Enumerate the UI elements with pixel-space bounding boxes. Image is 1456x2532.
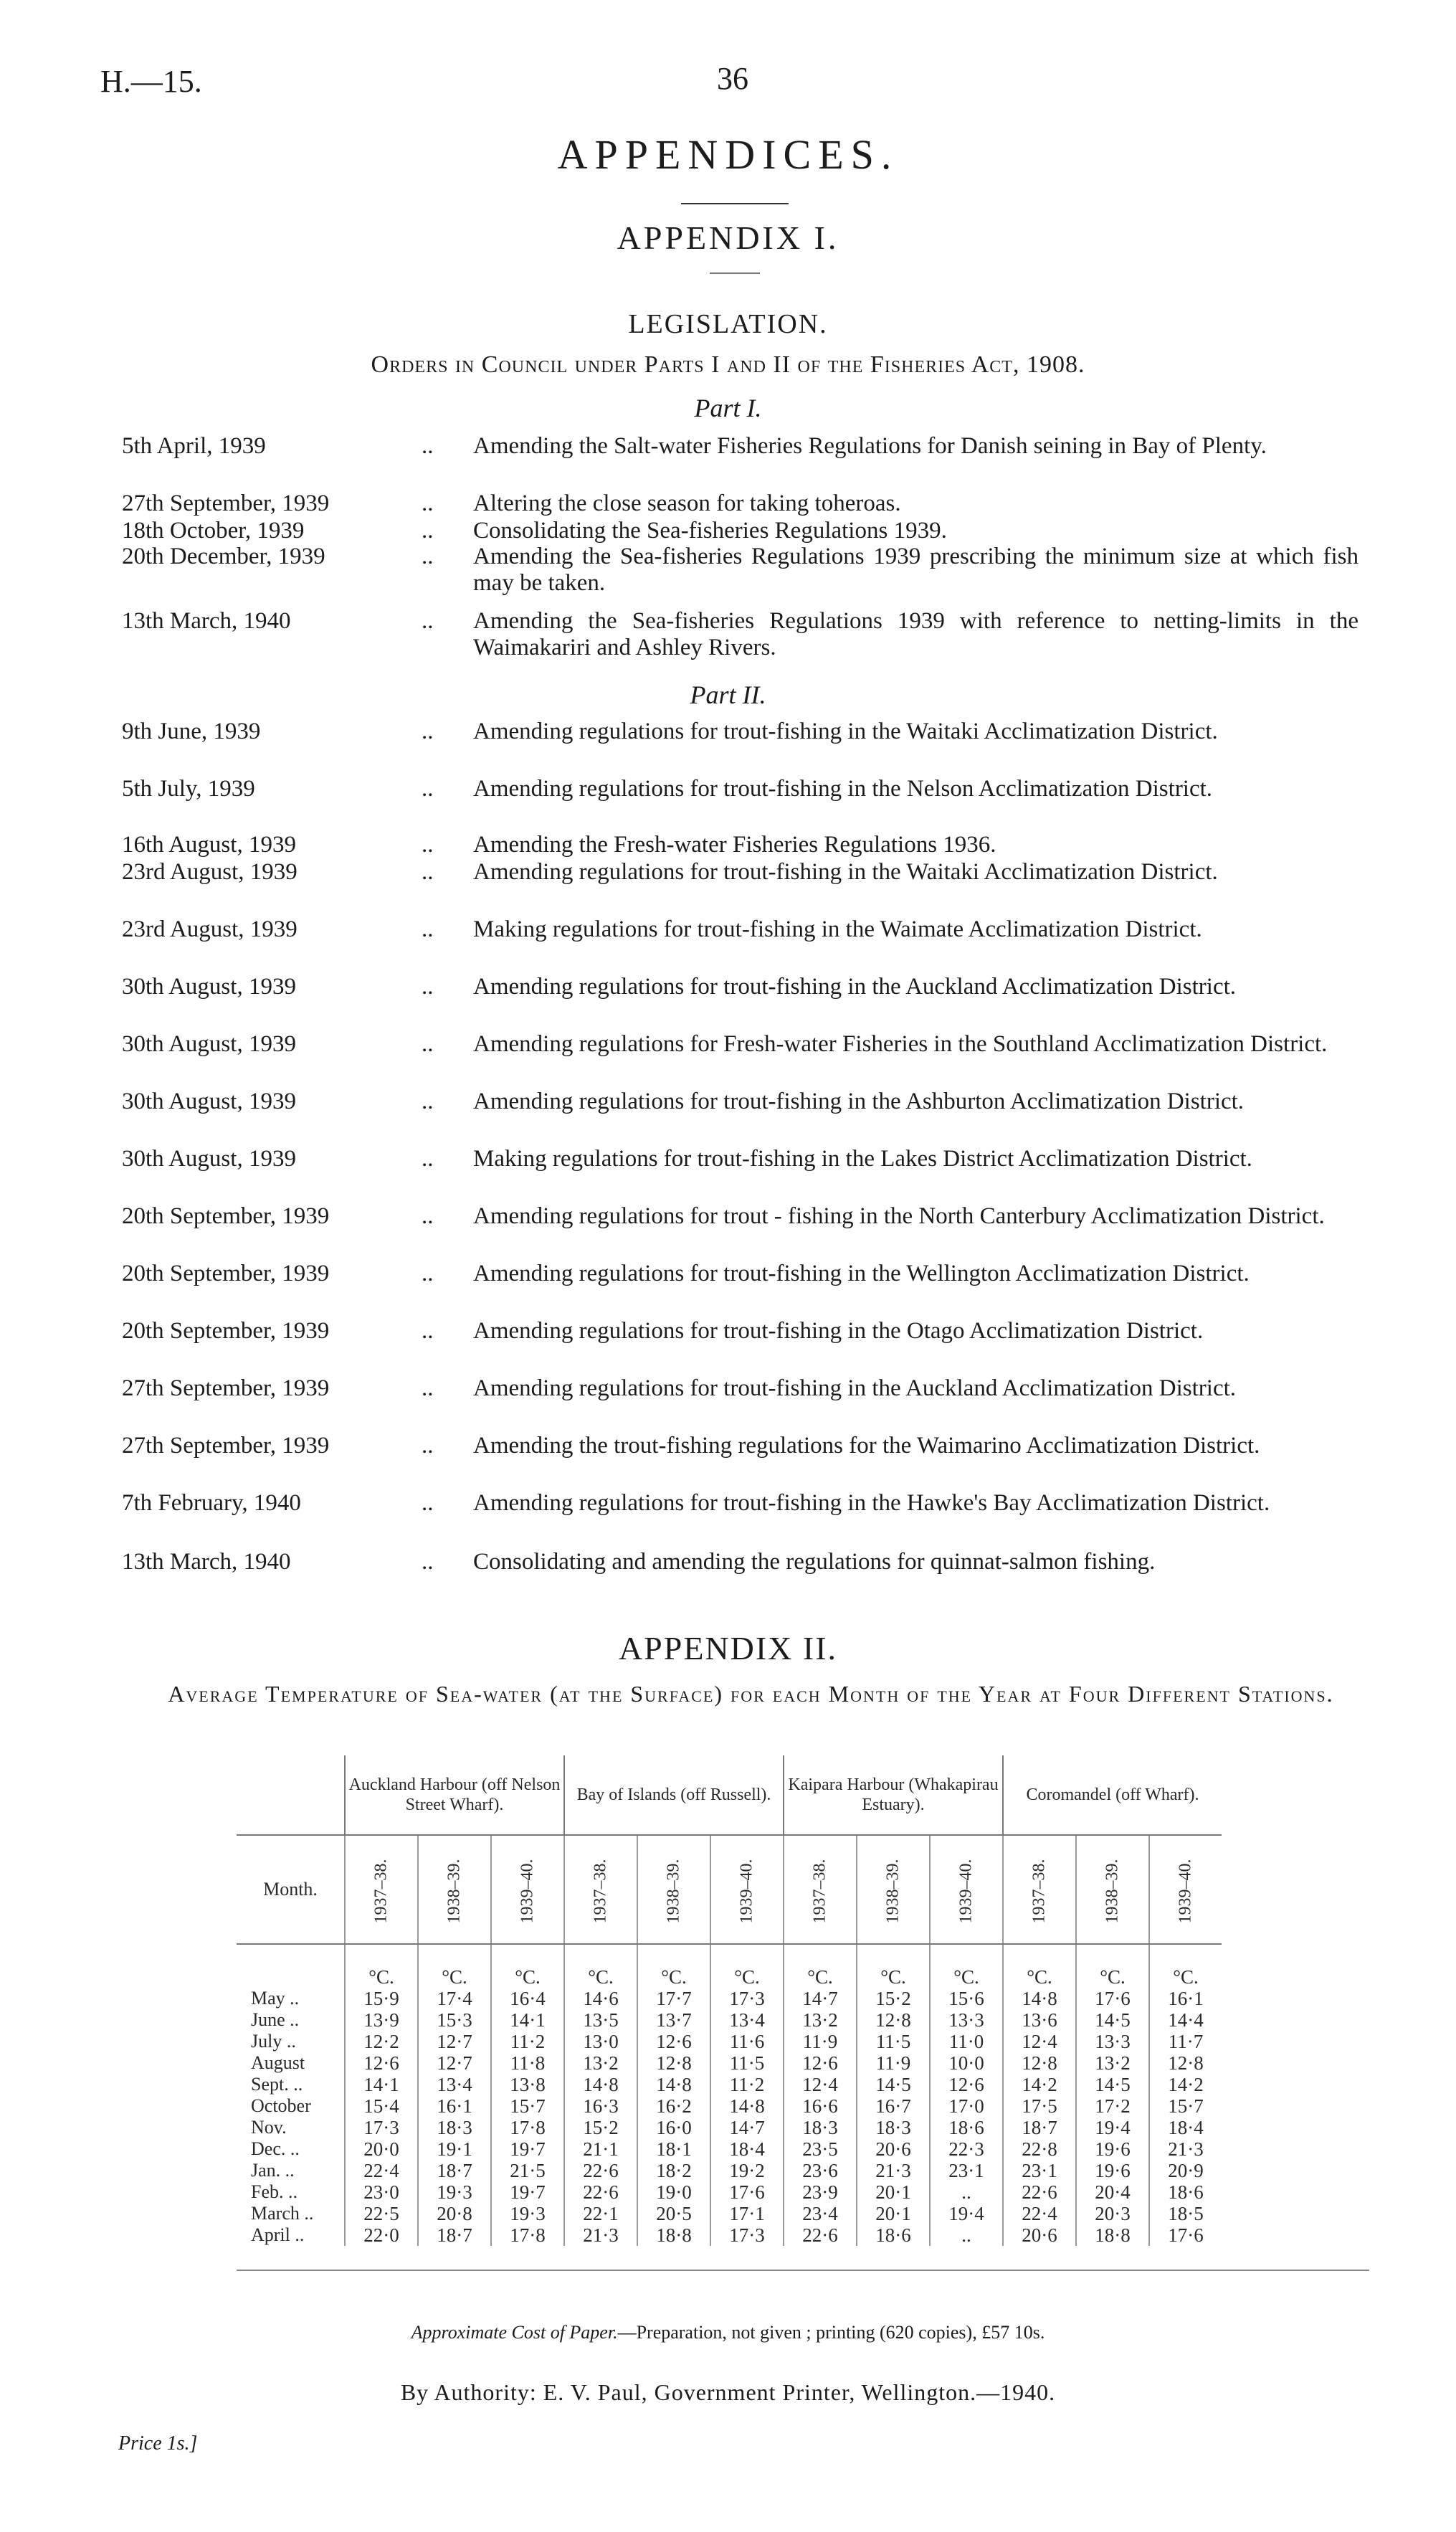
entry-date: 18th October, 1939 (122, 518, 305, 544)
entry-description: Making regulations for trout-fishing in the Waimate Acclimatization District. (473, 916, 1202, 942)
temperature-value: 23·5 (784, 2138, 857, 2160)
temperature-value: 19·6 (1076, 2138, 1149, 2160)
temperature-value: 13·7 (637, 2009, 710, 2031)
temperature-value: 12·4 (784, 2074, 857, 2095)
divider (710, 272, 760, 274)
temperature-value: 13·2 (1076, 2052, 1149, 2074)
entry-date: 20th September, 1939 (122, 1203, 330, 1229)
temperature-value: 17·6 (1076, 1988, 1149, 2009)
entry-leader: .. (422, 859, 434, 885)
entry-date: 9th June, 1939 (122, 719, 261, 744)
table-row (237, 2009, 1222, 2031)
temperature-value: 23·9 (784, 2181, 857, 2203)
temperature-value: 17·8 (491, 2224, 564, 2246)
temperature-value: 22·6 (564, 2160, 637, 2181)
table-row (237, 1988, 1222, 2009)
temperature-value: 13·2 (564, 2052, 637, 2074)
entry-date: 20th September, 1939 (122, 1261, 330, 1286)
temperature-value: 11·0 (930, 2031, 1003, 2052)
entry-leader: .. (422, 608, 434, 634)
temperature-value: 15·6 (930, 1988, 1003, 2009)
entry-leader: .. (422, 974, 434, 1000)
entry-description: Amending regulations for trout-fishing in the Otago Acclimatization District. (473, 1318, 1204, 1344)
table-row (237, 2074, 1222, 2095)
entry-date: 13th March, 1940 (122, 1549, 291, 1575)
year-label: 1938–39. (664, 1859, 683, 1923)
temperature-value: 14·8 (1003, 1988, 1076, 2009)
temperature-value: 19·7 (491, 2181, 564, 2203)
appendix-1-heading: APPENDIX I. (617, 219, 839, 256)
entry-leader: .. (422, 1146, 434, 1172)
temperature-value: 17·0 (930, 2095, 1003, 2117)
year-header (857, 1835, 930, 1944)
appendix-2-heading: APPENDIX II. (618, 1630, 838, 1666)
year-label: 1938–39. (883, 1859, 903, 1923)
temperature-value: 14·2 (1168, 2074, 1204, 2095)
entry-description: Altering the close season for taking toheroas. (473, 490, 901, 516)
table-row (237, 2181, 1222, 2203)
temperature-value: 18·3 (784, 2117, 857, 2138)
entry-date: 20th September, 1939 (122, 1318, 330, 1344)
temperature-value: 22·6 (1003, 2181, 1076, 2203)
entry-leader: .. (422, 1089, 434, 1114)
temperature-value: 23·0 (345, 2181, 418, 2203)
year-label: 1938–39. (444, 1859, 464, 1923)
temperature-value: 22·0 (345, 2224, 418, 2246)
entry-leader: .. (422, 490, 434, 516)
temperature-value: 17·7 (637, 1988, 710, 2009)
temperature-value: 22·1 (564, 2203, 637, 2224)
entry-date: 16th August, 1939 (122, 832, 296, 858)
temperature-value: 16·7 (857, 2095, 930, 2117)
temperature-value: 18·3 (857, 2117, 930, 2138)
blank-header-cell (237, 1755, 345, 1835)
entry-leader: .. (422, 776, 434, 802)
temperature-body (237, 1944, 1222, 2246)
entry-leader: .. (422, 1031, 434, 1057)
entry-date: 30th August, 1939 (122, 1146, 296, 1172)
temperature-value: 15·7 (491, 2095, 564, 2117)
temperature-value: 22·4 (345, 2160, 418, 2181)
unit-label: °C. (1076, 1944, 1149, 1988)
entry-leader: .. (422, 1375, 434, 1401)
temperature-value: 12·8 (857, 2009, 930, 2031)
temperature-value: .. (930, 2224, 1003, 2246)
temperature-value: 19·2 (710, 2160, 784, 2181)
month-label: May .. (237, 1988, 345, 2009)
temperature-table (237, 1755, 1222, 2246)
temperature-value: .. (930, 2181, 1003, 2203)
entry-leader: .. (422, 1261, 434, 1286)
temperature-value: 18·7 (418, 2224, 491, 2246)
entry-date: 30th August, 1939 (122, 1031, 296, 1057)
temperature-value: 22·4 (1003, 2203, 1076, 2224)
temperature-value: 14·5 (1076, 2009, 1149, 2031)
temperature-value: 12·8 (1168, 2052, 1204, 2074)
entry-description: Amending the Sea-fisheries Regulations 1939 prescribing the minimum size at which fish may be taken. (473, 544, 1359, 596)
year-header (710, 1835, 784, 1944)
entry-description: Amending the Fresh-water Fisheries Regulations 1936. (473, 832, 996, 858)
year-label: 1939–40. (737, 1859, 756, 1923)
temperature-value: 16·1 (1168, 1988, 1204, 2009)
temperature-value: 20·0 (345, 2138, 418, 2160)
temperature-value: 17·6 (710, 2181, 784, 2203)
temperature-value: 12·6 (637, 2031, 710, 2052)
entry-date: 13th March, 1940 (122, 608, 291, 634)
temperature-value: 12·6 (784, 2052, 857, 2074)
temperature-value: 23·1 (1003, 2160, 1076, 2181)
temperature-value: 23·4 (784, 2203, 857, 2224)
temperature-value: 11·2 (710, 2074, 784, 2095)
unit-label: °C. (491, 1944, 564, 1988)
table-bottom-rule (237, 2270, 1369, 2271)
entry-leader: .. (422, 1318, 434, 1344)
entry-description: Amending regulations for trout-fishing in the Waitaki Acclimatization District. (473, 859, 1218, 885)
price: Price 1s.] (118, 2432, 198, 2455)
year-header (930, 1835, 1003, 1944)
temperature-value: 11·8 (491, 2052, 564, 2074)
temperature-value: 19·0 (637, 2181, 710, 2203)
temperature-value: 11·6 (710, 2031, 784, 2052)
table-row (237, 2117, 1222, 2138)
temperature-value: 13·3 (1076, 2031, 1149, 2052)
entry-description: Amending the Sea-fisheries Regulations 1939 with reference to netting-limits in the Waimakariri and Ashley Rivers. (473, 608, 1359, 660)
temperature-value: 16·2 (637, 2095, 710, 2117)
temperature-value: 14·5 (857, 2074, 930, 2095)
temperature-value: 20·1 (857, 2181, 930, 2203)
month-label: April .. (237, 2224, 345, 2246)
temperature-value: 16·6 (784, 2095, 857, 2117)
part-2-label: Part II. (690, 681, 766, 709)
entry-leader: .. (422, 1203, 434, 1229)
cost-note (0, 2322, 1456, 2343)
table-row (237, 2203, 1222, 2224)
month-label: March .. (237, 2203, 345, 2224)
year-header (564, 1835, 637, 1944)
year-label: 1937–38. (1029, 1859, 1049, 1923)
entry-date: 23rd August, 1939 (122, 859, 298, 885)
temperature-value: 14·7 (784, 1988, 857, 2009)
temperature-value: 19·1 (418, 2138, 491, 2160)
temperature-value: 15·9 (345, 1988, 418, 2009)
entry-leader: .. (422, 544, 434, 569)
temperature-table-title: Average Temperature of Sea-water (at the Surface) for each Month of the Year at Four Different Stations. (168, 1681, 1334, 1707)
month-column-header: Month. (237, 1835, 345, 1944)
temperature-value: 13·5 (564, 2009, 637, 2031)
year-header (637, 1835, 710, 1944)
temperature-value: 15·7 (1168, 2095, 1204, 2117)
month-label: June .. (237, 2009, 345, 2031)
temperature-value: 22·6 (784, 2224, 857, 2246)
temperature-value: 20·8 (418, 2203, 491, 2224)
year-header (1076, 1835, 1149, 1944)
temperature-value: 17·2 (1076, 2095, 1149, 2117)
entry-description: Amending regulations for trout-fishing in the Waitaki Acclimatization District. (473, 719, 1218, 744)
temperature-value: 17·4 (418, 1988, 491, 2009)
entry-description: Amending regulations for trout-fishing in the Nelson Acclimatization District. (473, 776, 1213, 802)
temperature-value: 12·4 (1003, 2031, 1076, 2052)
part-1-label: Part I. (694, 394, 762, 422)
temperature-value: 19·4 (1076, 2117, 1149, 2138)
entry-date: 7th February, 1940 (122, 1490, 301, 1516)
entry-leader: .. (422, 719, 434, 744)
temperature-value: 13·8 (491, 2074, 564, 2095)
temperature-value: 16·3 (564, 2095, 637, 2117)
year-header (491, 1835, 564, 1944)
entry-date: 30th August, 1939 (122, 1089, 296, 1114)
temperature-value: 18·8 (1076, 2224, 1149, 2246)
entry-description: Amending regulations for Fresh-water Fisheries in the Southland Acclimatization District. (473, 1031, 1328, 1057)
table-row (237, 2095, 1222, 2117)
temperature-value: 18·4 (710, 2138, 784, 2160)
unit-blank (237, 1944, 345, 1988)
temperature-value: 12·2 (345, 2031, 418, 2052)
entry-description: Consolidating the Sea-fisheries Regulations 1939. (473, 518, 947, 544)
temperature-value: 18·8 (637, 2224, 710, 2246)
unit-label: °C. (857, 1944, 930, 1988)
month-label: August (237, 2052, 345, 2074)
temperature-value: 19·4 (930, 2203, 1003, 2224)
temperature-value: 15·3 (418, 2009, 491, 2031)
temperature-value: 13·2 (784, 2009, 857, 2031)
temperature-value: 12·6 (345, 2052, 418, 2074)
unit-label: °C. (710, 1944, 784, 1988)
temperature-value: 12·7 (418, 2052, 491, 2074)
station-name: Coromandel (off Wharf). (1003, 1755, 1222, 1835)
entry-date: 30th August, 1939 (122, 974, 296, 1000)
temperature-value: 13·4 (418, 2074, 491, 2095)
table-row (237, 2031, 1222, 2052)
temperature-value: 20·3 (1076, 2203, 1149, 2224)
temperature-value: 18·6 (1168, 2181, 1204, 2203)
month-label: Jan. .. (237, 2160, 345, 2181)
temperature-value: 18·1 (637, 2138, 710, 2160)
entry-date: 27th September, 1939 (122, 1375, 330, 1401)
temperature-value: 11·5 (857, 2031, 930, 2052)
temperature-value: 18·7 (1003, 2117, 1076, 2138)
temperature-value: 13·0 (564, 2031, 637, 2052)
month-label: July .. (237, 2031, 345, 2052)
temperature-value: 12·8 (1003, 2052, 1076, 2074)
entry-description: Amending regulations for trout-fishing in the Auckland Acclimatization District. (473, 1375, 1237, 1401)
temperature-value: 14·7 (710, 2117, 784, 2138)
entry-date: 23rd August, 1939 (122, 916, 298, 942)
temperature-value: 16·4 (491, 1988, 564, 2009)
month-label: Dec. .. (237, 2138, 345, 2160)
temperature-value: 18·6 (857, 2224, 930, 2246)
temperature-value: 23·1 (930, 2160, 1003, 2181)
temperature-value: 17·3 (710, 2224, 784, 2246)
station-name: Kaipara Harbour (Whakapirau Estuary). (784, 1755, 1003, 1835)
temperature-value: 16·1 (418, 2095, 491, 2117)
temperature-value: 19·7 (491, 2138, 564, 2160)
temperature-value: 14·5 (1076, 2074, 1149, 2095)
entry-description: Amending regulations for trout - fishing in the North Canterbury Acclimatization District. (473, 1203, 1325, 1229)
temperature-value: 10·0 (930, 2052, 1003, 2074)
temperature-value: 20·6 (1003, 2224, 1076, 2246)
temperature-value: 20·9 (1168, 2160, 1204, 2181)
unit-label: °C. (637, 1944, 710, 1988)
month-label: Nov. (237, 2117, 345, 2138)
temperature-value: 18·3 (418, 2117, 491, 2138)
year-header-row (237, 1835, 1222, 1944)
temperature-value: 15·4 (345, 2095, 418, 2117)
temperature-value: 18·2 (637, 2160, 710, 2181)
appendices-title: APPENDICES. (557, 131, 899, 178)
temperature-value: 14·4 (1168, 2009, 1204, 2031)
temperature-value: 17·3 (710, 1988, 784, 2009)
temperature-value: 14·8 (710, 2095, 784, 2117)
temperature-value: 14·8 (564, 2074, 637, 2095)
cost-label: Approximate Cost of Paper. (411, 2322, 618, 2343)
entry-description: Consolidating and amending the regulations for quinnat-salmon fishing. (473, 1549, 1156, 1575)
station-header-row (237, 1755, 1222, 1835)
entry-leader: .. (422, 1549, 434, 1575)
table-row (237, 2138, 1222, 2160)
entry-date: 5th April, 1939 (122, 433, 266, 459)
year-label: 1937–38. (371, 1859, 391, 1923)
entry-description: Amending the trout-fishing regulations for the Waimarino Acclimatization District. (473, 1433, 1260, 1459)
temperature-value: 21·3 (564, 2224, 637, 2246)
entry-description: Amending regulations for trout-fishing in the Auckland Acclimatization District. (473, 974, 1237, 1000)
entry-leader: .. (422, 518, 434, 544)
divider (681, 203, 789, 204)
temperature-value: 23·6 (784, 2160, 857, 2181)
temperature-value: 17·8 (491, 2117, 564, 2138)
entry-leader: .. (422, 1433, 434, 1459)
temperature-value: 19·6 (1076, 2160, 1149, 2181)
temperature-value: 18·6 (930, 2117, 1003, 2138)
temperature-value: 12·7 (418, 2031, 491, 2052)
month-label: Sept. .. (237, 2074, 345, 2095)
unit-label: °C. (1173, 1966, 1199, 1988)
temperature-value: 20·4 (1076, 2181, 1149, 2203)
temperature-value: 17·1 (710, 2203, 784, 2224)
temperature-value: 13·3 (930, 2009, 1003, 2031)
temperature-value: 17·5 (1003, 2095, 1076, 2117)
temperature-value: 13·4 (710, 2009, 784, 2031)
temperature-value: 18·5 (1168, 2203, 1204, 2224)
year-label: 1939–40. (1176, 1859, 1195, 1923)
temperature-value: 22·6 (564, 2181, 637, 2203)
temperature-value: 20·6 (857, 2138, 930, 2160)
temperature-value: 22·3 (930, 2138, 1003, 2160)
temperature-value: 21·3 (1168, 2138, 1204, 2160)
legislation-heading: LEGISLATION. (628, 309, 828, 339)
page-number: 36 (717, 61, 748, 96)
temperature-value: 13·6 (1003, 2009, 1076, 2031)
temperature-value: 21·5 (491, 2160, 564, 2181)
table-row (237, 2052, 1222, 2074)
station-name: Auckland Harbour (off Nelson Street Wharf). (345, 1755, 564, 1835)
year-label: 1939–40. (956, 1859, 976, 1923)
entry-date: 27th September, 1939 (122, 490, 330, 516)
entry-leader: .. (422, 433, 434, 459)
unit-label: °C. (1003, 1944, 1076, 1988)
temperature-value: 18·4 (1168, 2117, 1204, 2138)
year-label: 1937–38. (810, 1859, 829, 1923)
temperature-value: 21·3 (857, 2160, 930, 2181)
station-name: Bay of Islands (off Russell). (564, 1755, 784, 1835)
temperature-value: 15·2 (564, 2117, 637, 2138)
printer-authority: By Authority: E. V. Paul, Government Printer, Wellington.—1940. (400, 2379, 1056, 2405)
year-label: 1937–38. (591, 1859, 610, 1923)
temperature-value: 17·3 (345, 2117, 418, 2138)
entry-date: 5th July, 1939 (122, 776, 255, 802)
entry-description: Amending regulations for trout-fishing in the Ashburton Acclimatization District. (473, 1089, 1245, 1114)
temperature-value: 14·6 (564, 1988, 637, 2009)
unit-label: °C. (345, 1944, 418, 1988)
temperature-value: 11·2 (491, 2031, 564, 2052)
year-label: 1939–40. (518, 1859, 537, 1923)
entry-description: Amending the Salt-water Fisheries Regulations for Danish seining in Bay of Plenty. (473, 433, 1267, 459)
entry-date: 20th December, 1939 (122, 544, 325, 569)
entry-description: Making regulations for trout-fishing in the Lakes District Acclimatization District. (473, 1146, 1252, 1172)
temperature-value: 11·7 (1168, 2031, 1204, 2052)
temperature-value: 20·5 (637, 2203, 710, 2224)
cost-text: —Preparation, not given ; printing (620 copies), £57 10s. (617, 2322, 1045, 2343)
temperature-value: 19·3 (418, 2181, 491, 2203)
year-header (345, 1835, 418, 1944)
temperature-value: 11·9 (784, 2031, 857, 2052)
entry-leader: .. (422, 832, 434, 858)
temperature-value: 11·9 (857, 2052, 930, 2074)
year-header (1003, 1835, 1076, 1944)
temperature-value: 19·3 (491, 2203, 564, 2224)
temperature-value: 14·1 (345, 2074, 418, 2095)
unit-label: °C. (930, 1944, 1003, 1988)
temperature-value: 15·2 (857, 1988, 930, 2009)
year-header (418, 1835, 491, 1944)
month-label: October (237, 2095, 345, 2117)
temperature-value: 14·1 (491, 2009, 564, 2031)
unit-label: °C. (784, 1944, 857, 1988)
temperature-value: 11·5 (710, 2052, 784, 2074)
orders-title: Orders in Council under Parts I and II of the Fisheries Act, 1908. (371, 351, 1085, 378)
unit-row (237, 1944, 1222, 1988)
entry-date: 27th September, 1939 (122, 1433, 330, 1459)
temperature-value: 12·8 (637, 2052, 710, 2074)
year-header (784, 1835, 857, 1944)
entry-description: Amending regulations for trout-fishing in the Wellington Acclimatization District. (473, 1261, 1250, 1286)
entry-leader: .. (422, 916, 434, 942)
temperature-value: 17·6 (1168, 2224, 1204, 2246)
temperature-value: 18·7 (418, 2160, 491, 2181)
unit-label: °C. (564, 1944, 637, 1988)
temperature-value: 14·8 (637, 2074, 710, 2095)
temperature-value: 12·6 (930, 2074, 1003, 2095)
temperature-value: 22·5 (345, 2203, 418, 2224)
entry-leader: .. (422, 1490, 434, 1516)
entry-description: Amending regulations for trout-fishing in the Hawke's Bay Acclimatization District. (473, 1490, 1270, 1516)
temperature-value: 20·1 (857, 2203, 930, 2224)
year-label: 1938–39. (1103, 1859, 1122, 1923)
table-row (237, 2160, 1222, 2181)
document-reference: H.—15. (100, 64, 202, 99)
table-row (237, 2224, 1222, 2246)
month-label: Feb. .. (237, 2181, 345, 2203)
year-header (1149, 1835, 1222, 1944)
temperature-value: 16·0 (637, 2117, 710, 2138)
temperature-value: 13·9 (345, 2009, 418, 2031)
temperature-value: 21·1 (564, 2138, 637, 2160)
unit-label: °C. (418, 1944, 491, 1988)
temperature-value: 22·8 (1003, 2138, 1076, 2160)
temperature-value: 14·2 (1003, 2074, 1076, 2095)
